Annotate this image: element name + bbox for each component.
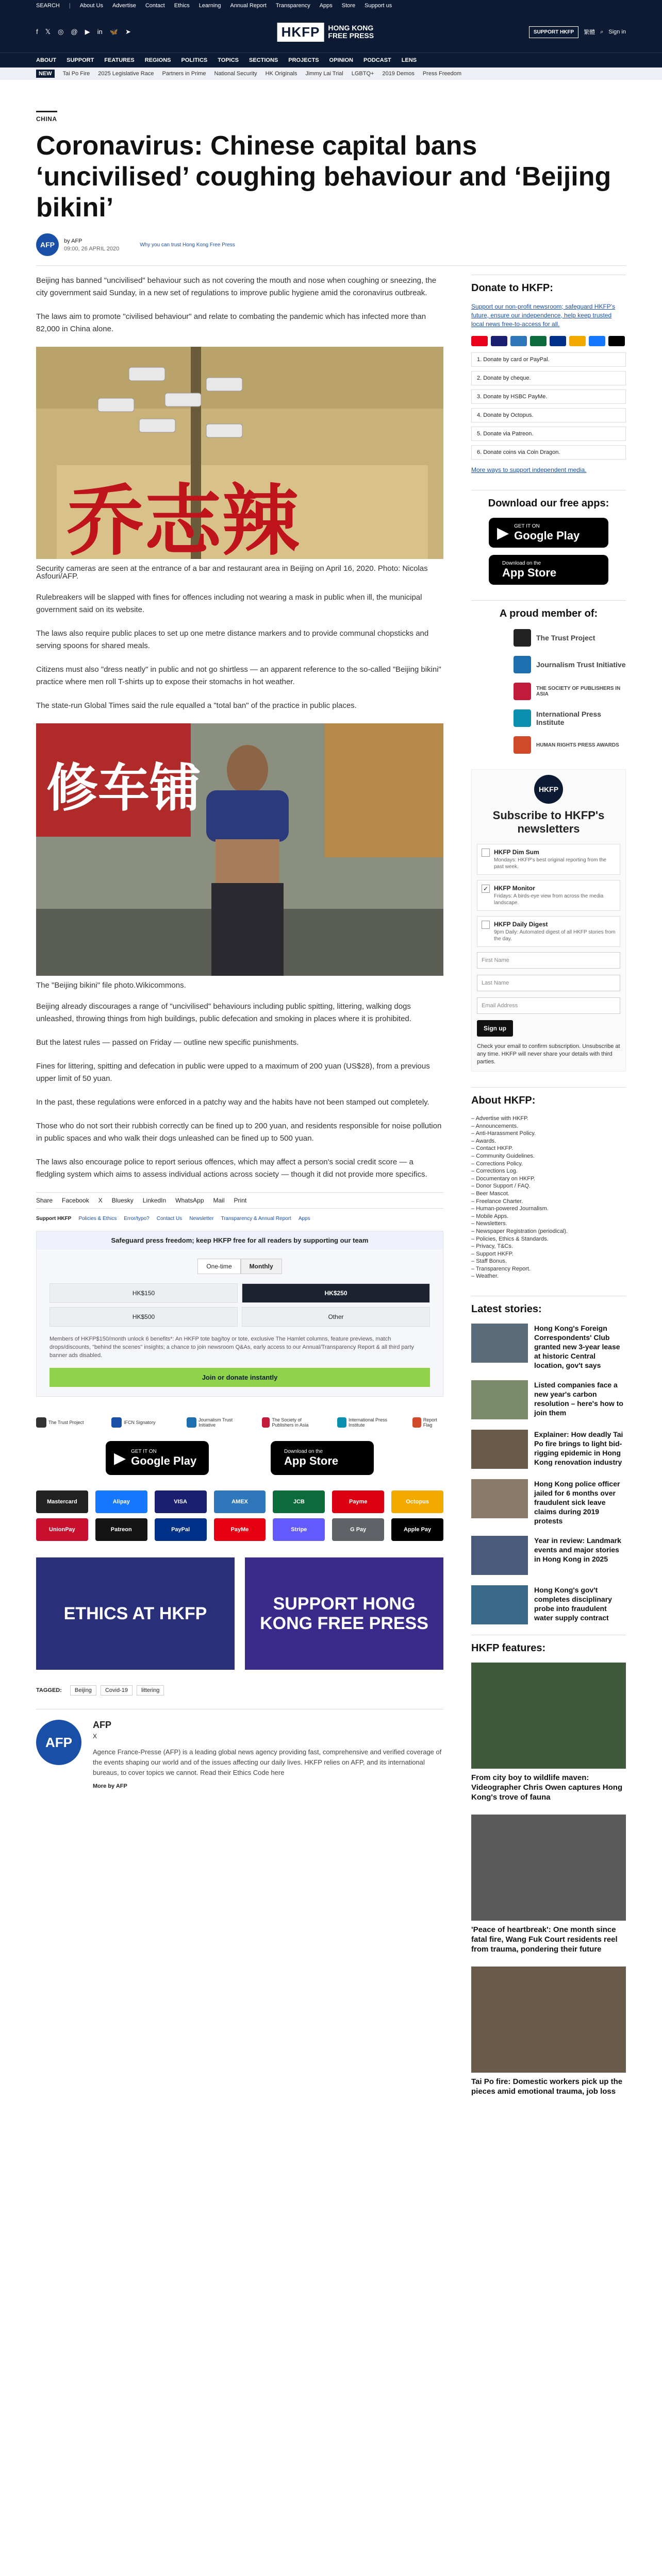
amount-option[interactable]: HK$500: [49, 1307, 238, 1327]
about-link[interactable]: – Weather.: [471, 1273, 626, 1280]
chinese-sign-text: 乔志辣: [67, 477, 300, 559]
google-play-button[interactable]: [106, 1441, 209, 1475]
author-box-name[interactable]: AFP: [93, 1720, 111, 1730]
sidebar: [471, 275, 626, 2109]
member-name: THE SOCIETY OF PUBLISHERS IN ASIA: [536, 686, 621, 697]
photo-caption: Security cameras are seen at the entrance of a bar and restaurant area in Beijing on April 16, 2020. Photo: Nicolas Asfouri/AFP.: [36, 564, 428, 581]
newsletter-option[interactable]: [477, 880, 620, 911]
first-name-field[interactable]: First Name: [477, 952, 620, 969]
badge-label: The Society of Publishers in Asia: [272, 1417, 309, 1428]
feature-story[interactable]: [471, 1967, 626, 2096]
donate-option[interactable]: 5. Donate via Patreon.: [471, 427, 626, 441]
payment-methods: [36, 1490, 443, 1541]
payment-mastercard[interactable]: Mastercard: [36, 1490, 88, 1513]
share-facebook[interactable]: Facebook: [62, 1197, 89, 1204]
payment-patreon[interactable]: Patreon: [95, 1518, 147, 1541]
about-link[interactable]: – Beer Mascot.: [471, 1190, 626, 1198]
feature-image: [471, 1815, 626, 1921]
badge-label: Journalism Trust Initiative: [198, 1417, 233, 1428]
feature-image: [471, 1663, 626, 1769]
beijing-bikini-image: [36, 723, 443, 976]
payment-apple-pay[interactable]: Apple Pay: [391, 1518, 443, 1541]
share-print[interactable]: Print: [234, 1197, 247, 1204]
nav-projects[interactable]: PROJECTS: [288, 57, 319, 63]
nav-podcast[interactable]: PODCAST: [363, 57, 391, 63]
article-photo-bikini: [36, 723, 443, 978]
member-name: International Press Institute: [536, 710, 602, 726]
payment-octopus[interactable]: Octopus: [391, 1490, 443, 1513]
newsletter-desc: Fridays: A birds-eye view from across the media landscape.: [494, 893, 604, 906]
nav-lens[interactable]: LENS: [401, 57, 417, 63]
about-link[interactable]: – Policies, Ethics & Standards.: [471, 1235, 626, 1243]
divider: |: [69, 3, 71, 9]
support-hkfp-button[interactable]: SUPPORT HKFP: [529, 26, 578, 38]
logo-name: HONG KONG FREE PRESS: [328, 24, 374, 40]
about-link[interactable]: – Community Guidelines.: [471, 1153, 626, 1160]
paragraph: Citizens must also "dress neatly" in public and not go shirtless — an apparent reference to the so-called "Beijing bikini" practice where men roll T-shirts up to expose their stomachs in hot weather.: [36, 665, 441, 686]
apple-pay-icon: [608, 336, 625, 346]
payment-paypal[interactable]: PayPal: [155, 1518, 207, 1541]
paragraph: The state-run Global Times said the rule equalled a "total ban" of the practice in public places.: [36, 701, 357, 710]
frequency-toggle: [37, 1259, 443, 1274]
payment-google-pay[interactable]: G Pay: [332, 1518, 384, 1541]
tags-label: TAGGED:: [36, 1687, 62, 1693]
topbar-link-annual-report[interactable]: Annual Report: [230, 3, 267, 9]
security-cameras-image: [36, 347, 443, 559]
donate-text-link[interactable]: Support our non-profit newsroom; safeguard HKFP's future, ensure our independence, help keep trusted local news free-to-access for all.: [471, 303, 616, 328]
nav-about[interactable]: ABOUT: [36, 57, 57, 63]
ticker-item[interactable]: HK Originals: [265, 71, 297, 77]
member-ipi[interactable]: [514, 709, 626, 727]
newsletter-logo: HKFP: [534, 775, 563, 804]
about-title: About HKFP:: [471, 1087, 626, 1107]
story-thumbnail: [471, 1536, 528, 1575]
app-store-buttons: [36, 1441, 443, 1475]
paragraph: Beijing already discourages a range of "uncivilised" behaviours including public spitting, littering, walking dogs unleashed, throwing things from high buildings, public defecation and smoking in places where it is prohibited.: [36, 1002, 411, 1023]
latest-story[interactable]: [471, 1430, 626, 1469]
about-link[interactable]: – Staff Bonus.: [471, 1258, 626, 1265]
ticker-item[interactable]: Tai Po Fire: [62, 71, 90, 77]
byline-text: [64, 238, 119, 252]
donate-option[interactable]: 6. Donate coins via Coin Dragon.: [471, 445, 626, 460]
badge-jti[interactable]: [187, 1417, 249, 1428]
paragraph: But the latest rules — passed on Friday — outline new specific punishments.: [36, 1038, 299, 1047]
newsletter-name: HKFP Dim Sum: [494, 849, 539, 856]
newsletter-signup: [471, 769, 626, 1072]
amount-option[interactable]: Other: [242, 1307, 430, 1327]
feature-image: [471, 1967, 626, 2073]
donate-option[interactable]: 2. Donate by cheque.: [471, 371, 626, 385]
nav-support[interactable]: SUPPORT: [67, 57, 94, 63]
feature-story[interactable]: [471, 1663, 626, 1802]
share-bluesky[interactable]: Bluesky: [111, 1197, 134, 1204]
telegram-icon[interactable]: ➤: [125, 28, 131, 36]
threads-icon[interactable]: @: [71, 28, 78, 36]
language-link[interactable]: 繁體: [584, 29, 595, 36]
checkbox[interactable]: [482, 849, 490, 857]
story-title[interactable]: Listed companies face a new year's carbon resolution – here's how to join them: [534, 1381, 623, 1417]
apps-title: Download our free apps:: [471, 490, 626, 510]
about-link[interactable]: – Support HKFP.: [471, 1250, 626, 1258]
badge-ifcn[interactable]: [111, 1417, 173, 1428]
ticker-item[interactable]: LGBTQ+: [351, 71, 374, 77]
checkbox[interactable]: [482, 921, 490, 929]
octopus-icon: [569, 336, 586, 346]
ticker-item[interactable]: 2019 Demos: [382, 71, 415, 77]
chinese-sign-text: 修车铺: [46, 758, 201, 818]
signin-link[interactable]: Sign in: [608, 29, 626, 35]
about-link[interactable]: – Privacy, T&Cs.: [471, 1243, 626, 1250]
member-name: HUMAN RIGHTS PRESS AWARDS: [536, 742, 619, 748]
logo-mark: HKFP: [277, 23, 324, 42]
bluesky-icon[interactable]: 🦋: [109, 28, 118, 36]
payment-visa[interactable]: VISA: [155, 1490, 207, 1513]
badge-ipi[interactable]: [337, 1417, 399, 1428]
latest-story[interactable]: [471, 1479, 626, 1526]
feature-title[interactable]: From city boy to wildlife maven: Videographer Chris Owen captures Hong Kong's trove of fauna: [471, 1773, 623, 1802]
newsletter-note: Check your email to confirm subscription. Unsubscribe at any time. HKFP will never share your details with third parties.: [477, 1043, 620, 1065]
paragraph: Fines for littering, spitting and defecation in public were upped to a maximum of 200 yuan (US$28), from a previous upper limit of 50 yuan.: [36, 1062, 430, 1083]
nav-topics[interactable]: TOPICS: [218, 57, 239, 63]
instagram-icon[interactable]: ◎: [58, 28, 64, 36]
newsletter-name: HKFP Daily Digest: [494, 921, 548, 928]
visa-icon: [491, 336, 507, 346]
paragraph: The laws also encourage police to report serious offences, which may affect a person's social credit score — a fledgling system which aims to assess individual actions across society — though it did not provide more specifics.: [36, 1158, 427, 1179]
badge-report[interactable]: [412, 1417, 443, 1428]
membership-note: Members of HKFP$150/month unlock 6 benefits*: An HKFP tote bag/toy or tote, exclusive The Hamlet columns, feature previews, match drops/discounts, "behind the scenes" insights; a chance to join newsroom Q&As, early access to our Annual/Transparency Report & all third party banner ads disabled.: [49, 1336, 414, 1359]
x-icon[interactable]: X: [93, 1733, 97, 1740]
payment-alipay[interactable]: Alipay: [95, 1490, 147, 1513]
badge-label: IFCN Signatory: [124, 1420, 156, 1425]
tag[interactable]: Beijing: [70, 1685, 96, 1696]
google-play-button[interactable]: [489, 518, 608, 548]
features-title: HKFP features:: [471, 1635, 626, 1654]
topbar-link-apps[interactable]: Apps: [319, 3, 333, 9]
donate-heading: Safeguard press freedom; keep HKFP free for all readers by supporting our team: [37, 1231, 443, 1249]
youtube-icon[interactable]: ▶: [85, 28, 90, 36]
about-link[interactable]: – Transparency Report.: [471, 1265, 626, 1273]
author-info: [93, 1720, 443, 1789]
tag[interactable]: littering: [137, 1685, 164, 1696]
payment-payme-alt[interactable]: PayMe: [214, 1518, 266, 1541]
author-avatar-large[interactable]: AFP: [36, 1720, 81, 1765]
share-linkedin[interactable]: LinkedIn: [142, 1197, 167, 1204]
store-label-small: Download on the: [284, 1448, 323, 1454]
topic-ticker: [0, 67, 662, 80]
about-link[interactable]: – Mobile Apps.: [471, 1213, 626, 1221]
ethics-banner[interactable]: ETHICS AT HKFP: [36, 1557, 235, 1670]
social-icons: [36, 28, 131, 36]
topbar-link-advertise[interactable]: Advertise: [112, 3, 136, 9]
tag[interactable]: Covid-19: [101, 1685, 133, 1696]
share-whatsapp[interactable]: WhatsApp: [175, 1197, 204, 1204]
divider: [36, 265, 626, 266]
author-box: [36, 1709, 443, 1789]
paragraph: Beijing has banned "uncivilised" behaviour such as not covering the mouth and nose when coughing or sneezing, the city government said Sunday, in a new set of regulations to improve public hygiene amid the coronavirus outbreak.: [36, 276, 437, 297]
member-trust-project[interactable]: [514, 629, 626, 647]
share-x[interactable]: X: [98, 1197, 103, 1204]
about-link[interactable]: – Corrections Log.: [471, 1167, 626, 1175]
topbar-link-ethics[interactable]: Ethics: [174, 3, 190, 9]
ticker-item[interactable]: 2025 Legislative Race: [98, 71, 154, 77]
about-link[interactable]: – Documentary on HKFP.: [471, 1175, 626, 1183]
topbar-link-store[interactable]: Store: [341, 3, 356, 9]
about-link[interactable]: – Freelance Charter.: [471, 1198, 626, 1206]
member-name: The Trust Project: [536, 634, 595, 642]
share-bar: [36, 1192, 443, 1209]
nav-features[interactable]: FEATURES: [104, 57, 135, 63]
about-link[interactable]: – Human-powered Journalism.: [471, 1205, 626, 1213]
member-sopa[interactable]: [514, 683, 626, 700]
story-thumbnail: [471, 1479, 528, 1518]
badge-sopa[interactable]: [262, 1417, 324, 1428]
author-name[interactable]: by AFP: [64, 238, 82, 244]
story-thumbnail: [471, 1585, 528, 1624]
photo-caption: The "Beijing bikini" file photo.Wikicommons.: [36, 981, 186, 990]
article-body: [36, 275, 443, 1789]
badge-trust-project[interactable]: [36, 1417, 98, 1428]
about-link[interactable]: – Newsletters.: [471, 1220, 626, 1228]
donate-options: [471, 352, 626, 460]
latest-title: Latest stories:: [471, 1296, 626, 1315]
donate-text: [471, 302, 626, 329]
about-link[interactable]: – Announcements.: [471, 1123, 626, 1130]
story-title[interactable]: Year in review: Landmark events and major stories in Hong Kong in 2025: [534, 1536, 621, 1564]
story-thumbnail: [471, 1380, 528, 1419]
one-time-option[interactable]: One-time: [197, 1259, 240, 1274]
paragraph: Rulebreakers will be slapped with fines for offences including not wearing a mask in public when ill, the municipal government said on its website.: [36, 593, 422, 614]
topbar-link-contact[interactable]: Contact: [145, 3, 165, 9]
author-bio: Agence France-Presse (AFP) is a leading global news agency providing fast, comprehensive and verified coverage of the events shaping our world and of the issues affecting our daily lives. HKFP relies on AFP, and its international bureaus, to cover topics we cannot. Read their Ethics Code here: [93, 1748, 442, 1776]
mastercard-icon: [471, 336, 488, 346]
newsletter-title: Subscribe to HKFP's newsletters: [492, 809, 605, 835]
donate-option[interactable]: 1. Donate by card or PayPal.: [471, 352, 626, 367]
member-hrpa[interactable]: [514, 736, 626, 754]
error-typo-link[interactable]: Error/typo?: [124, 1216, 150, 1222]
article-category[interactable]: CHINA: [36, 111, 57, 123]
new-badge: NEW: [36, 70, 55, 78]
topbar-link-support[interactable]: Support us: [365, 3, 392, 9]
latest-story[interactable]: [471, 1585, 626, 1624]
facebook-icon[interactable]: f: [36, 28, 38, 36]
article-tags: [36, 1685, 443, 1696]
join-donate-button[interactable]: Join or donate instantly: [49, 1368, 430, 1387]
google-play-icon: ▶: [497, 524, 509, 541]
feature-title[interactable]: Tai Po fire: Domestic workers pick up the pieces amid emotional trauma, job loss: [471, 2077, 623, 2096]
search-icon[interactable]: ⌕: [600, 28, 604, 35]
alipay-icon: [589, 336, 605, 346]
newsletter-option[interactable]: [477, 916, 620, 947]
member-title: A proud member of:: [471, 600, 626, 620]
ticker-item[interactable]: Partners in Prime: [162, 71, 206, 77]
monthly-option[interactable]: Monthly: [241, 1259, 282, 1274]
policies-link[interactable]: Policies & Ethics: [78, 1216, 117, 1222]
article-footer-links: [36, 1216, 443, 1222]
share-label: Share: [36, 1197, 53, 1204]
badge-label: Report Flag: [423, 1417, 437, 1428]
member-jti[interactable]: [514, 656, 626, 673]
badge-label: International Press Institute: [348, 1417, 388, 1428]
donate-widget: [36, 1231, 443, 1397]
byline: [36, 233, 235, 256]
donate-title: Donate to HKFP:: [471, 275, 626, 294]
nav-opinion[interactable]: OPINION: [329, 57, 353, 63]
ticker-item[interactable]: National Security: [214, 71, 257, 77]
linkedin-icon[interactable]: in: [97, 28, 103, 36]
checkbox-checked[interactable]: ✓: [482, 885, 490, 893]
about-link[interactable]: – Newspaper Registration (periodical).: [471, 1228, 626, 1235]
about-link[interactable]: – Donor Support / FAQ.: [471, 1182, 626, 1190]
signup-button[interactable]: Sign up: [477, 1020, 513, 1037]
email-field[interactable]: Email Address: [477, 997, 620, 1014]
newsletter-name: HKFP Monitor: [494, 885, 535, 892]
more-ways-link[interactable]: More ways to support independent media.: [471, 466, 587, 473]
nav-sections[interactable]: SECTIONS: [249, 57, 278, 63]
store-label-big: Google Play: [514, 529, 580, 542]
about-link[interactable]: – Contact HKFP.: [471, 1145, 626, 1153]
payment-unionpay[interactable]: UnionPay: [36, 1518, 88, 1541]
story-title[interactable]: Hong Kong's gov't completes disciplinary probe into fraudulent water supply contract: [534, 1586, 612, 1622]
badge-label: The Trust Project: [48, 1420, 84, 1425]
topbar-link-about[interactable]: About Us: [79, 3, 103, 9]
transparency-link[interactable]: Transparency & Annual Report: [221, 1216, 291, 1222]
latest-story[interactable]: [471, 1324, 626, 1370]
story-title[interactable]: Hong Kong's Foreign Correspondents' Club granted new 3-year lease at historic Central location, gov't says: [534, 1324, 620, 1370]
google-play-icon: ▶: [114, 1449, 126, 1467]
last-name-field[interactable]: Last Name: [477, 975, 620, 991]
app-store-button[interactable]: [489, 555, 608, 585]
story-title[interactable]: Explainer: How deadly Tai Po fire brings to light bid-rigging epidemic in Hong Kong renovation industry: [534, 1430, 623, 1467]
member-name: Journalism Trust Initiative: [536, 660, 626, 669]
promo-banners: [36, 1557, 443, 1670]
topbar-link-transparency[interactable]: Transparency: [275, 3, 310, 9]
store-label-small: GET IT ON: [131, 1448, 157, 1454]
payment-stripe[interactable]: Stripe: [273, 1518, 325, 1541]
amex-icon: [510, 336, 527, 346]
trust-badges: [36, 1417, 443, 1428]
publish-date: 09:00, 26 APRIL 2020: [64, 245, 120, 252]
payment-jcb[interactable]: JCB: [273, 1490, 325, 1513]
amount-options: [49, 1283, 430, 1327]
support-hkfp-link[interactable]: Support HKFP: [36, 1216, 72, 1222]
payment-amex[interactable]: AMEX: [214, 1490, 266, 1513]
story-thumbnail: [471, 1430, 528, 1469]
more-by-author-link[interactable]: More by AFP: [93, 1783, 127, 1789]
latest-story[interactable]: [471, 1536, 626, 1575]
paragraph: The laws also require public places to set up one metre distance markers and to provide communal chopsticks and serving spoons for shared meals.: [36, 629, 429, 650]
store-label-small: Download on the: [502, 560, 541, 566]
article-photo-cameras: [36, 347, 443, 562]
support-banner[interactable]: SUPPORT HONG KONG FREE PRESS: [245, 1557, 443, 1670]
ticker-item[interactable]: Jimmy Lai Trial: [305, 71, 343, 77]
paypal-icon: [550, 336, 566, 346]
amount-option[interactable]: HK$150: [49, 1283, 238, 1303]
about-link[interactable]: – Advertise with HKFP.: [471, 1115, 626, 1123]
x-icon[interactable]: 𝕏: [45, 28, 51, 36]
newsletter-desc: Mondays: HKFP's best original reporting from the past week.: [494, 857, 607, 870]
newsletter-desc: 9pm Daily: Automated digest of all HKFP stories from the day.: [494, 929, 616, 942]
nav-politics[interactable]: POLITICS: [181, 57, 208, 63]
paragraph: In the past, these regulations were enforced in a patchy way and the habits have not been stamped out completely.: [36, 1098, 429, 1107]
top-utility-bar: [0, 0, 662, 11]
store-label-big: Google Play: [131, 1454, 197, 1467]
story-title[interactable]: Hong Kong police officer jailed for 6 months over fraudulent sick leave claims during 2019 protests: [534, 1480, 620, 1526]
feature-title[interactable]: 'Peace of heartbreak': One month since fatal fire, Wang Fuk Court residents reel from trauma, pondering their future: [471, 1925, 618, 1954]
about-link[interactable]: – Corrections Policy.: [471, 1160, 626, 1168]
donate-option[interactable]: 3. Donate by HSBC PayMe.: [471, 389, 626, 404]
share-mail[interactable]: Mail: [213, 1197, 225, 1204]
latest-story[interactable]: [471, 1380, 626, 1419]
nav-regions[interactable]: REGIONS: [144, 57, 171, 63]
topbar-link-learning[interactable]: Learning: [198, 3, 221, 9]
store-label-small: GET IT ON: [514, 523, 540, 529]
newsletter-link[interactable]: Newsletter: [189, 1216, 214, 1222]
payment-payme[interactable]: Payme: [332, 1490, 384, 1513]
paragraph: The laws aim to promote "civilised behaviour" and relate to combating the pandemic which has infected more than 82,000 in China alone.: [36, 312, 426, 333]
feature-story[interactable]: [471, 1815, 626, 1954]
donate-option[interactable]: 4. Donate by Octopus.: [471, 408, 626, 422]
site-header: [0, 11, 662, 53]
app-store-button[interactable]: [271, 1441, 374, 1475]
contact-link[interactable]: Contact Us: [156, 1216, 183, 1222]
story-thumbnail: [471, 1324, 528, 1363]
store-label-big: App Store: [284, 1454, 339, 1467]
site-logo[interactable]: [277, 23, 385, 42]
author-avatar[interactable]: AFP: [36, 233, 59, 256]
search-link[interactable]: SEARCH: [36, 3, 60, 9]
about-link[interactable]: – Awards.: [471, 1138, 626, 1145]
why-trust-link[interactable]: Why you can trust Hong Kong Free Press: [140, 242, 235, 248]
about-links: [471, 1115, 626, 1280]
header-actions: [529, 26, 626, 38]
main-nav: [0, 53, 662, 67]
paragraph: Those who do not sort their rubbish correctly can be fined up to 200 yuan, and residents responsible for noise pollution in public spaces and who walk their dogs unleashed can be fined up to 500 yuan.: [36, 1122, 442, 1143]
amount-option-selected[interactable]: HK$250: [242, 1283, 430, 1303]
jcb-icon: [530, 336, 547, 346]
about-link[interactable]: – Anti-Harassment Policy.: [471, 1130, 626, 1138]
apps-link[interactable]: Apps: [298, 1216, 310, 1222]
newsletter-option[interactable]: [477, 844, 620, 875]
article-title: Coronavirus: Chinese capital bans ‘uncivilised’ coughing behaviour and ‘Beijing bikini’: [36, 131, 611, 223]
store-label-big: App Store: [502, 566, 557, 579]
card-logos: [471, 336, 626, 346]
ticker-item[interactable]: Press Freedom: [422, 71, 462, 77]
